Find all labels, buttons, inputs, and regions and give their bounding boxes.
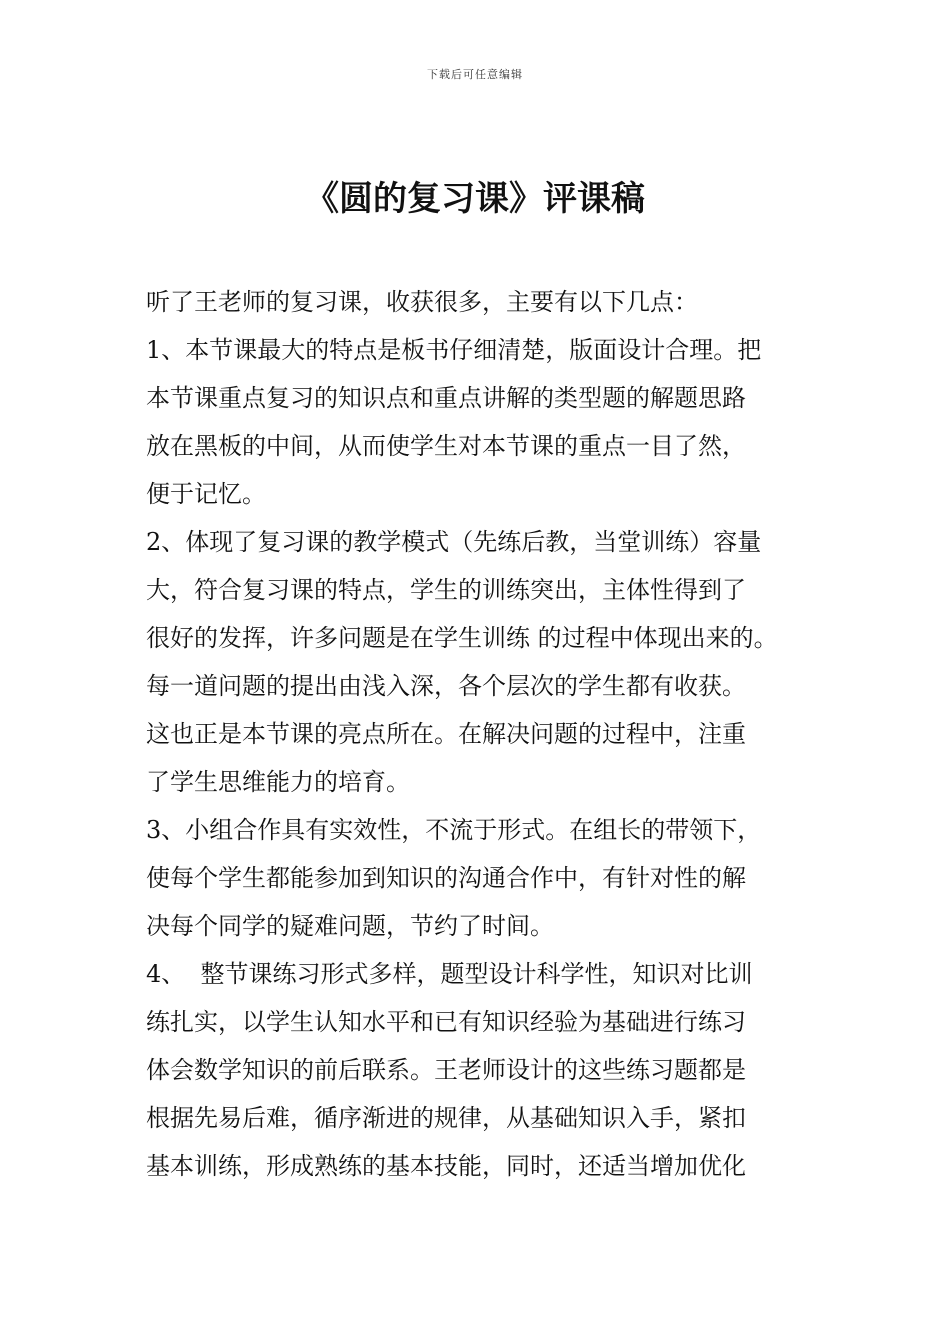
body-line: 这也正是本节课的亮点所在。在解决问题的过程中，注重 xyxy=(146,720,746,748)
body-line: 便于记忆。 xyxy=(146,480,266,508)
body-line: 4、 整节课练习形式多样，题型设计科学性，知识对比训 xyxy=(146,960,753,988)
body-line: 体会数学知识的前后联系。王老师设计的这些练习题都是 xyxy=(146,1056,746,1084)
document-body xyxy=(146,278,836,1190)
body-line: 大，符合复习课的特点，学生的训练突出，主体性得到了 xyxy=(146,576,746,604)
body-line: 放在黑板的中间，从而使学生对本节课的重点一目了然， xyxy=(146,432,746,460)
body-line: 根据先易后难，循序渐进的规律，从基础知识入手，紧扣 xyxy=(146,1104,746,1132)
body-line: 使每个学生都能参加到知识的沟通合作中，有针对性的解 xyxy=(146,864,746,892)
body-line: 很好的发挥，许多问题是在学生训练 的过程中体现出来的。 xyxy=(146,624,778,652)
body-line: 练扎实，以学生认知水平和已有知识经验为基础进行练习 xyxy=(146,1008,746,1036)
body-line: 基本训练，形成熟练的基本技能，同时，还适当增加优化 xyxy=(146,1152,746,1180)
body-line: 1、本节课最大的特点是板书仔细清楚，版面设计合理。把 xyxy=(146,336,762,364)
document-title: 《圆的复习课》评课稿 xyxy=(305,179,645,219)
body-line: 本节课重点复习的知识点和重点讲解的类型题的解题思路 xyxy=(146,384,746,412)
body-line: 听了王老师的复习课，收获很多，主要有以下几点： xyxy=(146,288,698,316)
body-line: 每一道问题的提出由浅入深，各个层次的学生都有收获。 xyxy=(146,672,746,700)
body-line: 3、小组合作具有实效性，不流于形式。在组长的带领下， xyxy=(146,816,762,844)
page-header: 下载后可任意编辑 xyxy=(427,68,523,81)
body-line: 了学生思维能力的培育。 xyxy=(146,768,410,796)
body-line: 2、体现了复习课的教学模式（先练后教，当堂训练）容量 xyxy=(146,528,762,556)
body-line: 决每个同学的疑难问题，节约了时间。 xyxy=(146,912,554,940)
